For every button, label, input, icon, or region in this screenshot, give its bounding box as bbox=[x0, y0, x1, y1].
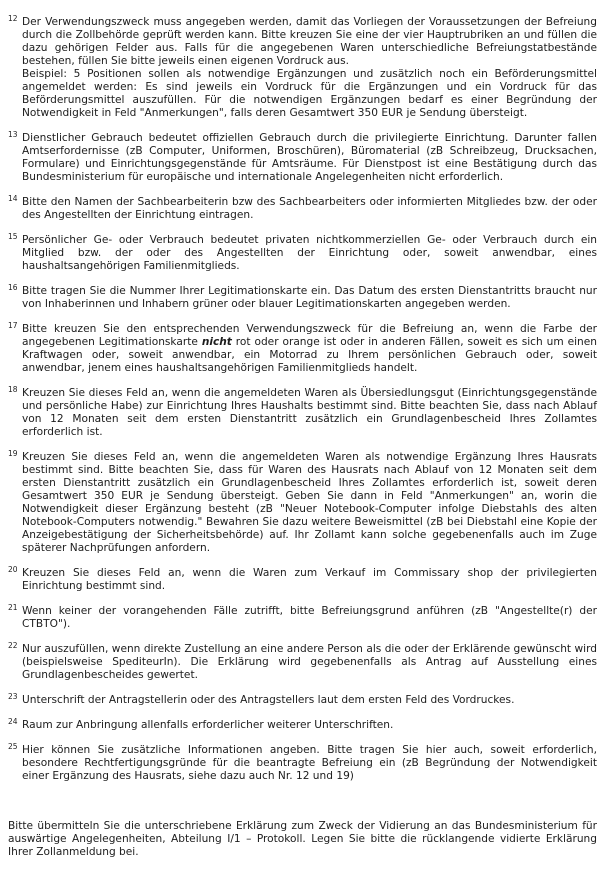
footnote-paragraph: Hier können Sie zusätzliche Informationen angeben. Bitte tragen Sie hier auch, soweit erforderlich, besondere Rechtfertigungsgründe für die beantragte Befreiung ein (zB Begründung der Notwendigkeit einer Ergänzung des Hausrats, siehe dazu auch Nr. 12 und 19) bbox=[22, 744, 597, 782]
footnote-text bbox=[22, 605, 597, 631]
footnote-number: 25 bbox=[8, 742, 18, 751]
footnote-paragraph: Unterschrift der Antragstellerin oder des Antragstellers laut dem ersten Feld des Vordruckes. bbox=[22, 694, 515, 706]
footnote bbox=[8, 387, 597, 439]
footnote-number: 23 bbox=[8, 692, 18, 701]
footnote-paragraph: Nur auszufüllen, wenn direkte Zustellung an eine andere Person als die oder der Erklärende gewünscht wird (beispielsweise SpediteurIn). Die Erklärung wird gegebenenfalls als Antrag auf Ausstellung eines Grundlagenbescheides gewertet. bbox=[22, 643, 597, 681]
footnote bbox=[8, 16, 597, 120]
footnote-paragraph: Bitte tragen Sie die Nummer Ihrer Legitimationskarte ein. Das Datum des ersten Dienstantritts braucht nur von Inhaberinnen und Inhabern grüner oder blauer Legitimationskarten angegeben werden. bbox=[22, 285, 597, 310]
footnote-paragraph: Raum zur Anbringung allenfalls erforderlicher weiterer Unterschriften. bbox=[22, 719, 394, 731]
footnote bbox=[8, 323, 597, 375]
footnote-text bbox=[22, 16, 597, 120]
footnote-text bbox=[22, 132, 597, 184]
footnote-number: 16 bbox=[8, 283, 18, 292]
footnote bbox=[8, 285, 597, 311]
footnote-list bbox=[8, 16, 597, 783]
footnote-paragraph: Kreuzen Sie dieses Feld an, wenn die Waren zum Verkauf im Commissary shop der privilegierten Einrichtung bestimmt sind. bbox=[22, 567, 597, 592]
footnote-text bbox=[22, 234, 597, 273]
footnote bbox=[8, 744, 597, 783]
footnote bbox=[8, 196, 597, 222]
footnote-number: 12 bbox=[8, 14, 18, 23]
footnote-number: 19 bbox=[8, 449, 18, 458]
footnote-number: 15 bbox=[8, 232, 18, 241]
footnote-paragraph: Dienstlicher Gebrauch bedeutet offiziellen Gebrauch durch die privilegierte Einrichtung. Darunter fallen Amtserfordernisse (zB Computer, Uniformen, Broschüren), Büromaterial (zB Schreibzeug, Drucksachen, Formulare) und Einrichtungsgegenstände für Amtsräume. Für Dienstpost ist eine Bestätigung durch das Bundesministerium für europäische und internationale Angelegenheiten nicht erforderlich. bbox=[22, 132, 597, 183]
footnote-text bbox=[22, 387, 597, 439]
footnote bbox=[8, 567, 597, 593]
footnote-text bbox=[22, 694, 597, 707]
footnote-number: 20 bbox=[8, 565, 18, 574]
footnote bbox=[8, 643, 597, 682]
footnote-paragraph: Persönlicher Ge- oder Verbrauch bedeutet privaten nichtkommerziellen Ge- oder Verbrauch durch ein Mitglied bzw. der oder des Angestellten der Einrichtung oder, soweit anwendbar, eines haushaltsangehörigen Familienmitglieds. bbox=[22, 234, 597, 272]
footnote-paragraph: Bitte kreuzen Sie den entsprechenden Verwendungszweck für die Befreiung an, wenn die Farbe der angegebenen Legitimationskarte nicht rot oder orange ist oder in anderen Fällen, soweit es sich um einen Kraftwagen oder, soweit anwendbar, ein Motorrad zu Ihrem persönlichen Gebrauch oder, soweit anwendbar, jenem eines haushaltsangehörigen Familienmitglieds handelt. bbox=[22, 323, 597, 374]
footnote-text bbox=[22, 744, 597, 783]
footnote-paragraph: Kreuzen Sie dieses Feld an, wenn die angemeldeten Waren als Übersiedlungsgut (Einrichtungsgegenstände und persönliche Habe) zur Einrichtung Ihres Haushalts bestimmt sind. Bitte beachten Sie, dass nach Ablauf von 12 Monaten seit dem ersten Dienstantritt zusätzlich ein Grundlagenbescheid Ihres Zollamtes erforderlich ist. bbox=[22, 387, 597, 438]
footnote-text bbox=[22, 323, 597, 375]
footnote-text bbox=[22, 451, 597, 555]
footnote-number: 18 bbox=[8, 385, 18, 394]
footnote-paragraph: Wenn keiner der vorangehenden Fälle zutrifft, bitte Befreiungsgrund anführen (zB "Angestellte(r) der CTBTO"). bbox=[22, 605, 597, 630]
footnote bbox=[8, 234, 597, 273]
footnote-paragraph: Kreuzen Sie dieses Feld an, wenn die angemeldeten Waren als notwendige Ergänzung Ihres Hausrats bestimmt sind. Bitte beachten Sie, dass für Waren des Hausrats nach Ablauf von 12 Monaten seit dem ersten Dienstantritt zusätzlich ein Grundlagenbescheid Ihres Zollamtes erforderlich ist, soweit deren Gesamtwert 350 EUR je Sendung übersteigt. Geben Sie dann in Feld "Anmerkungen" an, worin die Notwendigkeit dieser Ergänzung besteht (zB "Neuer Notebook-Computer infolge Diebstahls des alten Notebook-Computers notwendig." Bewahren Sie dazu weitere Beweismittel (zB bei Diebstahl eine Kopie der Anzeigebestätigung der Sicherheitsbehörde) auf. Ihr Zollamt kann solche gegebenenfalls auch im Zuge späterer Nachprüfungen anfordern. bbox=[22, 451, 597, 554]
footnote bbox=[8, 451, 597, 555]
footnote bbox=[8, 132, 597, 184]
footnote-number: 14 bbox=[8, 194, 18, 203]
footnote-number: 24 bbox=[8, 717, 18, 726]
footnote-text bbox=[22, 719, 597, 732]
footnote-number: 17 bbox=[8, 321, 18, 330]
footnote-paragraph: Bitte den Namen der Sachbearbeiterin bzw des Sachbearbeiters oder informierten Mitgliedes bzw. der oder des Angestellten der Einrichtung eintragen. bbox=[22, 196, 597, 221]
footnote-text bbox=[22, 567, 597, 593]
footnote bbox=[8, 694, 597, 707]
footnote-number: 21 bbox=[8, 603, 18, 612]
footnote-text bbox=[22, 285, 597, 311]
footnote-number: 22 bbox=[8, 641, 18, 650]
closing-paragraph: Bitte übermitteln Sie die unterschriebene Erklärung zum Zweck der Vidierung an das Bundesministerium für auswärtige Angelegenheiten, Abteilung I/1 – Protokoll. Legen Sie bitte die rücklangende vidierte Erklärung Ihrer Zollanmeldung bei. bbox=[8, 820, 597, 858]
footnote bbox=[8, 719, 597, 732]
footnote-text bbox=[22, 643, 597, 682]
footnote-text bbox=[22, 196, 597, 222]
footnote bbox=[8, 605, 597, 631]
footnote-number: 13 bbox=[8, 130, 18, 139]
footnote-paragraph: Beispiel: 5 Positionen sollen als notwendige Ergänzungen und zusätzlich noch ein Beförderungsmittel angemeldet werden: Es sind jeweils ein Vordruck für die Ergänzungen und ein Vordruck für das Beförderungsmittel auszufüllen. Für die notwendigen Ergänzungen bedarf es einer Begründung der Notwendigkeit in Feld "Anmerkungen", falls deren Gesamtwert 350 EUR je Sendung übersteigt. bbox=[22, 68, 597, 119]
footnote-paragraph: Der Verwendungszweck muss angegeben werden, damit das Vorliegen der Voraussetzungen der Befreiung durch die Zollbehörde geprüft werden kann. Bitte kreuzen Sie eine der vier Hauptrubriken an und füllen die dazu gehörigen Felder aus. Falls für die angegebenen Waren unterschiedliche Befreiungstatbestände bestehen, füllen Sie bitte jeweils einen eigenen Vordruck aus. bbox=[22, 16, 597, 67]
